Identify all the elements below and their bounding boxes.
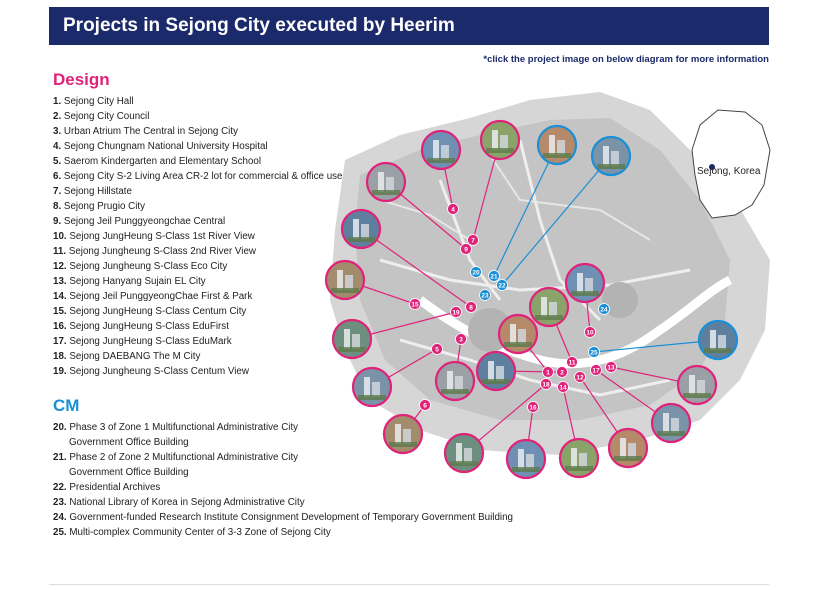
cm-item-label-line2: Government Office Building	[69, 467, 189, 478]
design-item-label: Sejong Hanyang Sujain EL City	[69, 276, 206, 287]
project-thumbnail[interactable]	[384, 415, 422, 453]
project-thumbnail[interactable]	[592, 137, 630, 175]
project-thumbnail[interactable]	[326, 261, 364, 299]
project-thumbnail[interactable]	[652, 404, 690, 442]
design-item-number: 8.	[53, 201, 62, 212]
design-item-label: Sejong City S-2 Living Area CR-2 lot for commercial & office use	[63, 171, 343, 182]
map-marker-15[interactable]	[410, 299, 421, 310]
design-item-label: Sejong JungHeung S-Class EduFirst	[69, 321, 229, 332]
project-thumbnail[interactable]	[699, 321, 737, 359]
project-thumbnail[interactable]	[342, 210, 380, 248]
map-marker-label: 19	[452, 309, 460, 317]
map-marker-label: 9	[464, 246, 468, 254]
design-item-number: 4.	[53, 141, 62, 152]
design-item-number: 5.	[53, 156, 62, 167]
map-marker-11[interactable]	[567, 357, 578, 368]
map-marker-label: 3	[459, 336, 463, 344]
map-marker-label: 2	[560, 369, 564, 377]
map-marker-label: 10	[586, 329, 594, 337]
project-thumbnail[interactable]	[507, 440, 545, 478]
map-marker-12[interactable]	[575, 372, 586, 383]
project-thumbnail[interactable]	[367, 163, 405, 201]
map-marker-label: 1	[546, 369, 550, 377]
project-thumbnail[interactable]	[477, 352, 515, 390]
korea-label: Sejong, Korea	[697, 166, 761, 177]
map-marker-label: 24	[600, 306, 608, 314]
design-item-label: Urban Atrium The Central in Sejong City	[63, 126, 238, 137]
design-item-number: 14.	[53, 291, 67, 302]
instruction-note: *click the project image on below diagram for more information	[483, 54, 769, 65]
design-item-number: 13.	[53, 276, 67, 287]
map-marker-5[interactable]	[432, 344, 443, 355]
design-item-number: 18.	[53, 351, 67, 362]
design-item-number: 6.	[53, 171, 62, 182]
project-thumbnail[interactable]	[609, 429, 647, 467]
design-item-number: 17.	[53, 336, 67, 347]
project-thumbnail[interactable]	[678, 366, 716, 404]
project-thumbnail[interactable]	[436, 362, 474, 400]
map-marker-label: 21	[490, 273, 498, 281]
design-item-label: Sejong City Council	[63, 111, 150, 122]
cm-item-label: Presidential Archives	[69, 482, 161, 493]
design-item-label: Sejong JungHeung S-Class EduMark	[69, 336, 232, 347]
map-marker-label: 4	[451, 206, 455, 214]
design-item-number: 12.	[53, 261, 67, 272]
map-marker-6[interactable]	[420, 400, 431, 411]
map-marker-22[interactable]	[497, 280, 508, 291]
map-marker-label: 7	[471, 237, 475, 245]
map-marker-label: 15	[411, 301, 419, 309]
design-item-number: 15.	[53, 306, 67, 317]
design-item-label: Sejong Jeil Punggyeongchae Central	[63, 216, 226, 227]
map-marker-4[interactable]	[448, 204, 459, 215]
map-marker-label: 11	[568, 359, 576, 367]
cm-item-number: 25.	[53, 527, 67, 538]
map-marker-9[interactable]	[461, 244, 472, 255]
map-marker-label: 8	[469, 304, 473, 312]
design-item-label: Sejong Jeil PunggyeongChae First & Park	[69, 291, 253, 302]
map-marker-label: 18	[542, 381, 550, 389]
design-item-label: Sejong Prugio City	[63, 201, 146, 212]
design-item-number: 7.	[53, 186, 62, 197]
map-marker-label: 14	[559, 384, 567, 392]
cm-item-label: National Library of Korea in Sejong Administrative City	[69, 497, 305, 508]
map-marker-16[interactable]	[528, 402, 539, 413]
map-marker-7[interactable]	[468, 235, 479, 246]
map-marker-8[interactable]	[466, 302, 477, 313]
design-item-number: 1.	[53, 96, 62, 107]
project-thumbnail[interactable]	[538, 126, 576, 164]
map-marker-label: 20	[472, 269, 480, 277]
map-marker-21[interactable]	[489, 271, 500, 282]
map-marker-label: 25	[590, 349, 598, 357]
design-item-label: Sejong City Hall	[63, 96, 134, 107]
project-thumbnail[interactable]	[530, 288, 568, 326]
cm-item-label: Government-funded Research Institute Consignment Development of Temporary Government Building	[69, 512, 513, 523]
cm-section-title: CM	[53, 396, 80, 415]
map-marker-label: 13	[607, 364, 615, 372]
design-item-number: 9.	[53, 216, 62, 227]
map-marker-label: 12	[576, 374, 584, 382]
map-marker-label: 5	[435, 346, 439, 354]
design-item-number: 10.	[53, 231, 67, 242]
map-marker-10[interactable]	[585, 327, 596, 338]
design-section-title: Design	[53, 70, 110, 89]
cm-item-number: 23.	[53, 497, 67, 508]
project-thumbnail[interactable]	[566, 264, 604, 302]
design-item-label: Sejong Chungnam National University Hospital	[63, 141, 268, 152]
design-item-label: Sejong Jungheung S-Class Eco City	[69, 261, 228, 272]
cm-item-label-line2: Government Office Building	[69, 437, 189, 448]
map-marker-17[interactable]	[591, 365, 602, 376]
project-thumbnail[interactable]	[445, 434, 483, 472]
cm-item-number: 21.	[53, 452, 67, 463]
design-item-number: 16.	[53, 321, 67, 332]
map-marker-2[interactable]	[557, 367, 568, 378]
design-item-label: Sejong JungHeung S-Class Centum City	[69, 306, 247, 317]
cm-item-label: Multi-complex Community Center of 3-3 Zone of Sejong City	[69, 527, 331, 538]
design-item-label: Sejong Hillstate	[63, 186, 132, 197]
map-marker-24[interactable]	[599, 304, 610, 315]
cm-item-number: 20.	[53, 422, 67, 433]
map-marker-25[interactable]	[589, 347, 600, 358]
design-item-label: Sejong JungHeung S-Class 1st River View	[69, 231, 255, 242]
project-thumbnail[interactable]	[560, 439, 598, 477]
cm-item-label: Phase 3 of Zone 1 Multifunctional Administrative City	[69, 422, 299, 433]
design-item-number: 2.	[53, 111, 62, 122]
design-item-label: Sejong Jungheung S-Class Centum View	[69, 366, 249, 377]
map-marker-label: 23	[481, 292, 489, 300]
design-item-label: Sejong DAEBANG The M City	[69, 351, 201, 362]
map-marker-18[interactable]	[541, 379, 552, 390]
map-marker-1[interactable]	[543, 367, 554, 378]
design-item-label: Sejong Jungheung S-Class 2nd River View	[68, 246, 256, 257]
map-marker-label: 22	[498, 282, 506, 290]
cm-item-label: Phase 2 of Zone 2 Multifunctional Administrative City	[69, 452, 299, 463]
map-marker-label: 6	[423, 402, 427, 410]
map-marker-20[interactable]	[471, 267, 482, 278]
cm-item-number: 22.	[53, 482, 67, 493]
map-marker-14[interactable]	[558, 382, 569, 393]
project-thumbnail[interactable]	[481, 121, 519, 159]
map-marker-3[interactable]	[456, 334, 467, 345]
project-thumbnail[interactable]	[353, 368, 391, 406]
map-marker-13[interactable]	[606, 362, 617, 373]
map-marker-label: 17	[592, 367, 600, 375]
design-item-number: 3.	[53, 126, 62, 137]
korea-inset-map	[692, 110, 770, 218]
project-thumbnail[interactable]	[422, 131, 460, 169]
project-thumbnail[interactable]	[499, 315, 537, 353]
design-item-number: 11.	[53, 246, 67, 257]
map-marker-label: 16	[529, 404, 537, 412]
project-thumbnail[interactable]	[333, 320, 371, 358]
cm-item-number: 24.	[53, 512, 67, 523]
map-marker-23[interactable]	[480, 290, 491, 301]
design-item-number: 19.	[53, 366, 67, 377]
page-title: Projects in Sejong City executed by Heerim	[49, 7, 769, 45]
map-marker-19[interactable]	[451, 307, 462, 318]
design-item-label: Saerom Kindergarten and Elementary School	[63, 156, 262, 167]
